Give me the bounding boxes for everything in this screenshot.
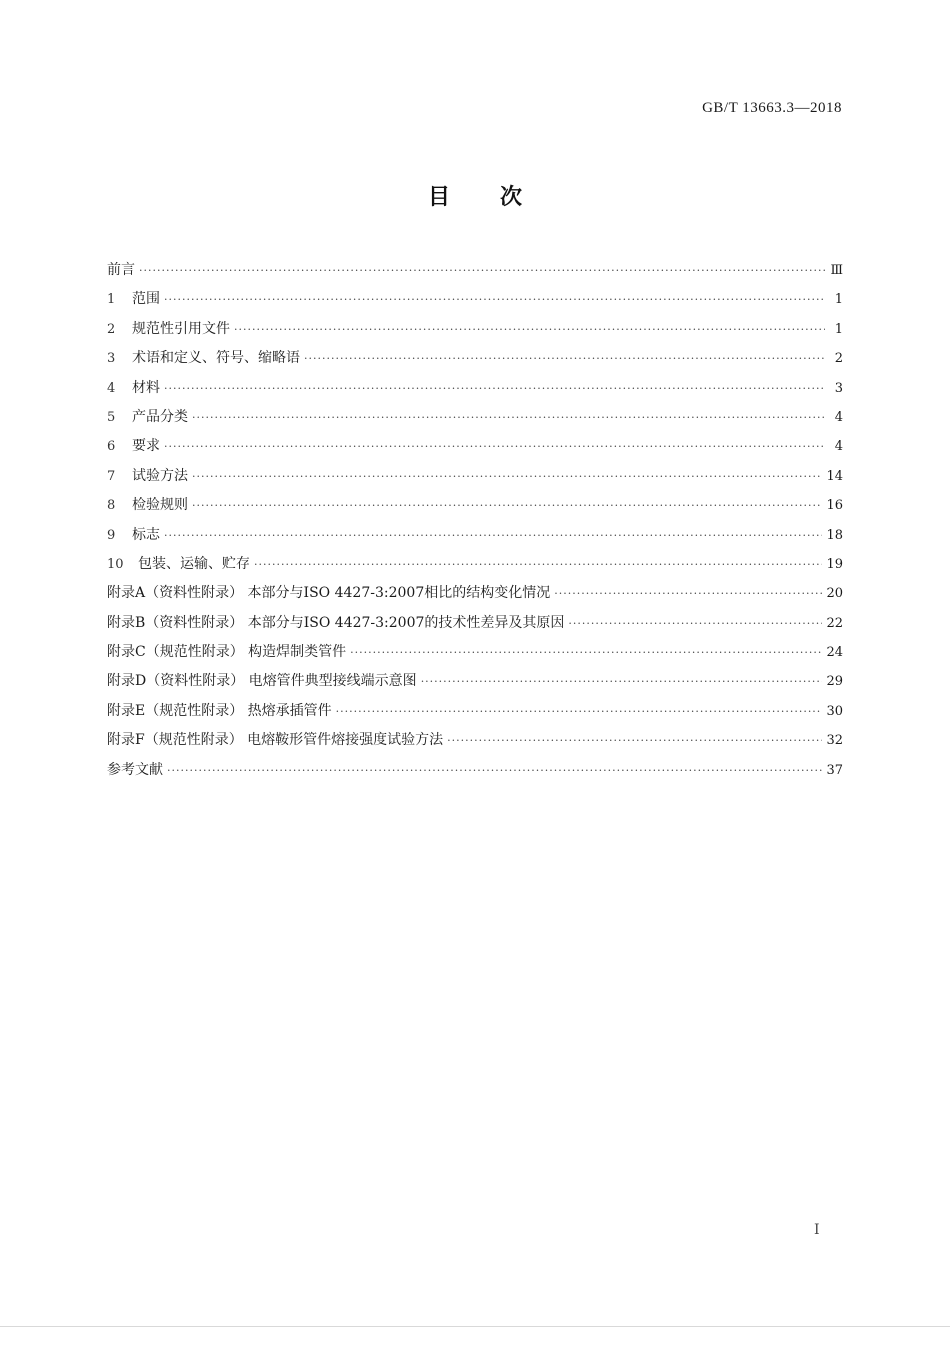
toc-entry-number: 8 [107, 498, 116, 514]
toc-entry-page: 4 [834, 409, 843, 425]
toc-entry-appendix-b[interactable] [107, 609, 843, 638]
toc-entry-number: 7 [107, 468, 116, 484]
toc-entry-number: 2 [107, 321, 116, 337]
toc-entry-text: 术语和定义、符号、缩略语 [132, 350, 300, 367]
toc-entry-text: 规范性引用文件 [132, 320, 230, 337]
toc-leader-dots [192, 491, 822, 520]
toc-entry-6[interactable] [107, 432, 843, 461]
toc-entry-page: 20 [826, 586, 843, 602]
toc-leader-dots [139, 256, 825, 285]
toc-entry-3[interactable] [107, 344, 843, 373]
toc-entry-5[interactable] [107, 403, 843, 432]
toc-entry-page: 32 [826, 733, 843, 749]
toc-entry-page: 16 [826, 498, 843, 514]
toc-leader-dots [192, 403, 825, 432]
toc-entry-text: 范围 [132, 291, 160, 308]
toc-entry-2[interactable] [107, 315, 843, 344]
standard-number: GB/T 13663.3—2018 [702, 100, 842, 116]
toc-entry-1[interactable] [107, 285, 843, 314]
toc-entry-text: 标志 [132, 526, 160, 543]
toc-entry-number: 5 [107, 409, 116, 425]
toc-entry-page: Ⅲ [830, 263, 843, 278]
toc-entry-number: 3 [107, 351, 116, 367]
toc-leader-dots [447, 726, 822, 755]
toc-entry-text: 附录F（规范性附录） 电熔鞍形管件熔接强度试验方法 [107, 732, 444, 749]
toc-entry-4[interactable] [107, 374, 843, 403]
toc-leader-dots [192, 462, 822, 491]
toc-entry-number: 4 [107, 380, 116, 396]
toc-entry-7[interactable] [107, 462, 843, 491]
toc-leader-dots [254, 550, 822, 579]
toc-entry-page: 4 [834, 439, 843, 455]
toc-entry-text: 前言 [107, 262, 135, 278]
toc-leader-dots [554, 579, 822, 608]
toc-entry-page: 18 [826, 527, 843, 543]
toc-entry-10[interactable] [107, 550, 843, 579]
toc-entry-page: 2 [834, 351, 843, 367]
toc-entry-text: 附录B（资料性附录） 本部分与ISO 4427-3:2007的技术性差异及其原因 [107, 614, 565, 631]
toc-entry-page: 19 [826, 556, 843, 572]
toc-leader-dots [304, 344, 825, 373]
toc-leader-dots [164, 521, 822, 550]
toc-entry-8[interactable] [107, 491, 843, 520]
toc-leader-dots [164, 374, 825, 403]
toc-entry-text: 材料 [132, 379, 160, 396]
toc-entry-appendix-c[interactable] [107, 638, 843, 667]
toc-entry-appendix-a[interactable] [107, 579, 843, 608]
page-title: 目次 [427, 185, 572, 210]
toc-entry-preface[interactable] [107, 256, 843, 285]
toc-leader-dots [336, 697, 823, 726]
toc-entry-page: 24 [826, 645, 843, 661]
toc-entry-text: 附录A（资料性附录） 本部分与ISO 4427-3:2007相比的结构变化情况 [107, 585, 551, 602]
toc-leader-dots [350, 638, 822, 667]
toc-entry-text: 参考文献 [107, 761, 163, 778]
toc-entry-page: 29 [826, 674, 843, 690]
toc-leader-dots [164, 285, 825, 314]
toc-entry-appendix-f[interactable] [107, 726, 843, 755]
page-number: I [814, 1222, 820, 1238]
toc-entry-9[interactable] [107, 521, 843, 550]
toc-entry-text: 产品分类 [132, 408, 188, 425]
toc-entry-references[interactable] [107, 756, 843, 785]
toc-entry-page: 30 [826, 703, 843, 719]
toc-leader-dots [421, 667, 823, 696]
toc-entry-page: 14 [826, 468, 843, 484]
toc-entry-page: 3 [834, 380, 843, 396]
toc-entry-number: 1 [107, 292, 116, 308]
table-of-contents [107, 256, 843, 785]
toc-entry-text: 附录C（规范性附录） 构造焊制类管件 [107, 644, 347, 661]
toc-entry-appendix-e[interactable] [107, 697, 843, 726]
toc-leader-dots [568, 609, 822, 638]
toc-entry-page: 1 [834, 292, 843, 308]
toc-entry-number: 10 [107, 556, 124, 572]
toc-entry-page: 22 [826, 615, 843, 631]
toc-entry-text: 要求 [132, 438, 160, 455]
toc-leader-dots [164, 432, 825, 461]
page-bottom-edge [0, 1326, 950, 1327]
toc-entry-text: 附录D（资料性附录） 电熔管件典型接线端示意图 [107, 673, 417, 690]
toc-entry-number: 6 [107, 439, 116, 455]
toc-leader-dots [167, 756, 822, 785]
toc-leader-dots [234, 315, 825, 344]
toc-entry-number: 9 [107, 527, 116, 543]
toc-entry-page: 1 [834, 321, 843, 337]
toc-entry-text: 检验规则 [132, 497, 188, 514]
toc-entry-text: 附录E（规范性附录） 热熔承插管件 [107, 702, 332, 719]
toc-entry-text: 包装、运输、贮存 [138, 555, 250, 572]
toc-entry-appendix-d[interactable] [107, 667, 843, 696]
toc-entry-text: 试验方法 [132, 467, 188, 484]
toc-entry-page: 37 [826, 762, 843, 778]
